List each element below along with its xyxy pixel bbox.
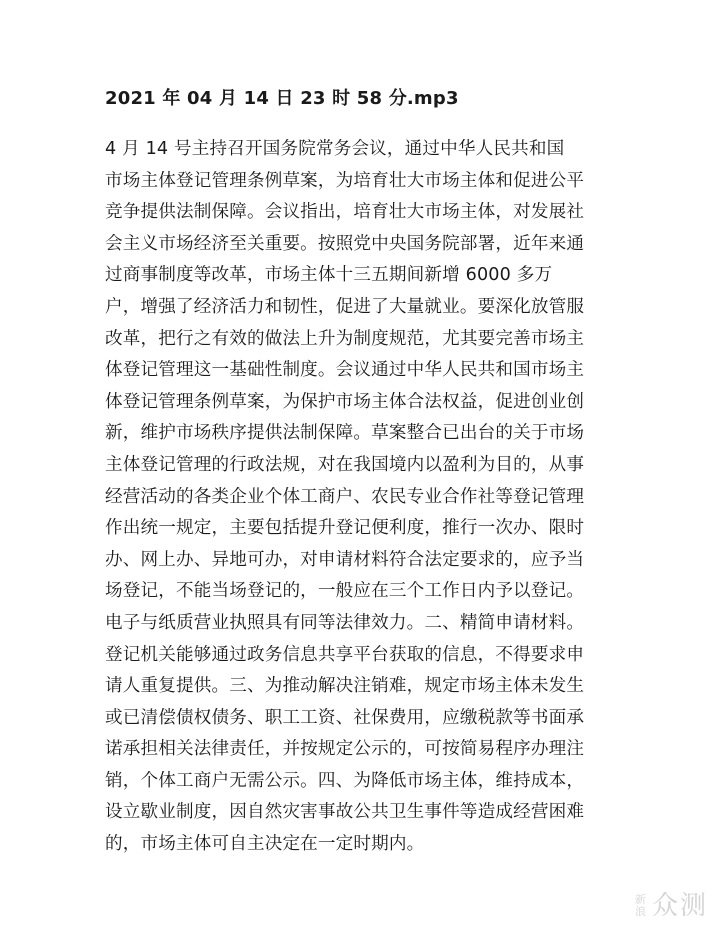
body-line: 改革，把行之有效的做法上升为制度规范，尤其要完善市场主 (105, 328, 585, 349)
watermark-small-text (635, 894, 646, 918)
document-title: 2021 年 04 月 14 日 23 时 58 分.mp3 (105, 88, 459, 109)
body-line: 诺承担相关法律责任，并按规定公示的，可按简易程序办理注 (105, 739, 585, 760)
watermark-small-top: 新 (634, 893, 646, 906)
body-line: 过商事制度等改革，市场主体十三五期间新增 6000 多万 (105, 265, 553, 286)
body-line: 电子与纸质营业执照具有同等法律效力。二、精简申请材料。 (105, 612, 585, 633)
watermark-big-text: 众测 (651, 891, 708, 921)
body-line: 销，个体工商户无需公示。四、为降低市场主体，维持成本， (105, 770, 585, 791)
body-line: 场登记，不能当场登记的，一般应在三个工作日内予以登记。 (105, 581, 585, 602)
document-body (105, 134, 625, 861)
body-line: 户，增强了经济活力和韧性，促进了大量就业。要深化放管服 (105, 296, 585, 317)
watermark-small-bottom: 浪 (634, 905, 646, 918)
body-line: 办、网上办、异地可办，对申请材料符合法定要求的，应予当 (105, 549, 585, 570)
body-line: 主体登记管理的行政法规，对在我国境内以盈利为目的，从事 (105, 454, 585, 475)
body-line: 经营活动的各类企业个体工商户、农民专业合作社等登记管理 (105, 486, 585, 507)
body-line: 的，市场主体可自主决定在一定时期内。 (105, 834, 425, 855)
body-line: 会主义市场经济至关重要。按照党中央国务院部署，近年来通 (105, 233, 585, 254)
body-line: 设立歇业制度，因自然灾害事故公共卫生事件等造成经营困难 (105, 802, 585, 823)
body-line: 体登记管理条例草案，为保护市场主体合法权益，促进创业创 (105, 391, 585, 412)
body-line: 登记机关能够通过政务信息共享平台获取的信息，不得要求申 (105, 644, 585, 665)
body-line: 作出统一规定，主要包括提升登记便利度，推行一次办、限时 (105, 518, 585, 539)
body-line: 新，维护市场秩序提供法制保障。草案整合已出台的关于市场 (105, 423, 585, 444)
body-line: 或已清偿债权债务、职工工资、社保费用，应缴税款等书面承 (105, 707, 585, 728)
body-line: 请人重复提供。三、为推动解决注销难，规定市场主体未发生 (105, 676, 585, 697)
body-line: 竞争提供法制保障。会议指出，培育壮大市场主体，对发展社 (105, 202, 585, 223)
body-line: 体登记管理这一基础性制度。会议通过中华人民共和国市场主 (105, 360, 585, 381)
body-line: 4 月 14 号主持召开国务院常务会议，通过中华人民共和国 (105, 139, 565, 159)
watermark-logo (635, 891, 708, 921)
body-line: 市场主体登记管理条例草案，为培育壮大市场主体和促进公平 (105, 170, 585, 191)
